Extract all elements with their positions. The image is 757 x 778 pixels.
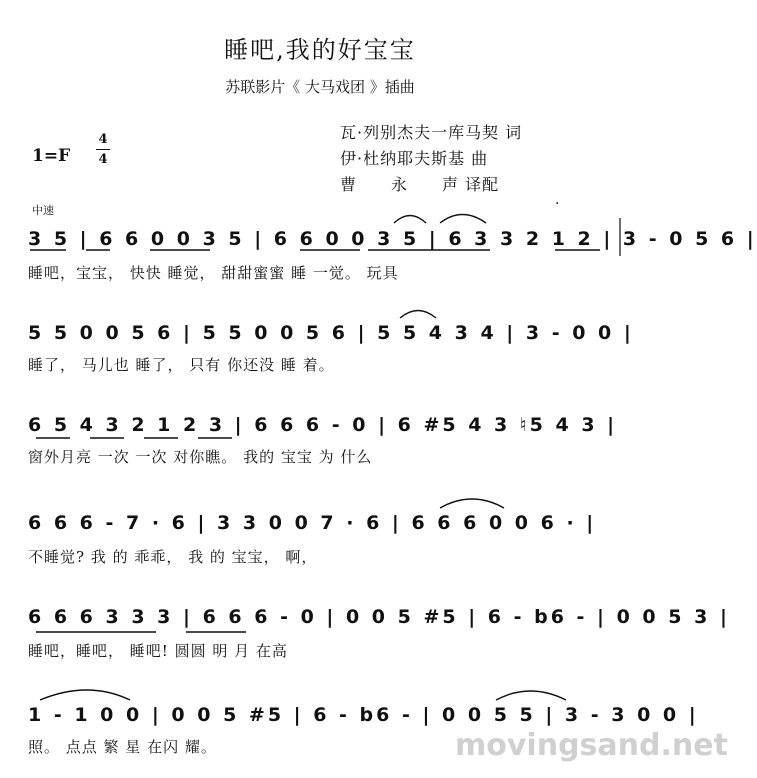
time-signature-bottom: 4 xyxy=(98,152,108,167)
credit-translator: 曹 永 声 译配 xyxy=(340,175,500,194)
lyrics-line-5: 睡吧，睡吧， 睡吧! 圆圆 明 月 在高 xyxy=(28,642,288,660)
credit-composer: 伊·杜纳耶夫斯基 曲 xyxy=(340,149,489,168)
notation-line-1: 3 5 | 6 6 0 0 3 5 | 6 6 0 0 3 5 | 6 3 3 2 1 2 | 3 - 0 5 6 | xyxy=(28,228,757,250)
lyrics-line-2: 睡了， 马儿也 睡了， 只有 你还没 睡 着。 xyxy=(28,356,335,374)
song-subtitle: 苏联影片《 大马戏团 》插曲 xyxy=(225,78,415,96)
slur-mark xyxy=(440,215,486,224)
credit-lyricist: 瓦·列别杰夫一库马契 词 xyxy=(340,123,523,142)
time-signature-top: 4 xyxy=(98,132,108,147)
lyrics-line-6: 照。 点点 繁 星 在闪 耀。 xyxy=(28,738,217,756)
lyrics-line-3: 窗外月亮 一次 一次 对你瞧。 我的 宝宝 为 什么 xyxy=(28,448,373,466)
watermark: movingsand.net xyxy=(455,728,728,763)
tempo-marking: 中速 xyxy=(32,204,54,217)
notation-line-4: 6 6 6 - 7 · 6 | 3 3 0 0 7 · 6 | 6 6 6 0 0 6 · | xyxy=(28,512,597,534)
staff-dot: · xyxy=(555,196,560,212)
slur-mark xyxy=(496,691,566,700)
notation-line-2: 5 5 0 0 5 6 | 5 5 0 0 5 6 | 5 5 4 3 4 | 3 - 0 0 | xyxy=(28,322,634,344)
notation-line-6: 1 - 1 0 0 | 0 0 5 #5 | 6 - b6 - | 0 0 5 5 | 3 - 3 0 0 | xyxy=(28,704,699,726)
slur-mark xyxy=(40,690,130,700)
slur-mark xyxy=(440,499,504,508)
slur-mark xyxy=(400,311,436,319)
lyrics-line-1: 睡吧，宝宝， 快快 睡觉， 甜甜蜜蜜 睡 一觉。 玩具 xyxy=(28,264,399,282)
song-title: 睡吧,我的好宝宝 xyxy=(224,36,416,64)
notation-line-5: 6 6 6 3 3 3 | 6 6 6 - 0 | 0 0 5 #5 | 6 - b6 - | 0 0 5 3 | xyxy=(28,606,730,628)
key-signature: 1=F xyxy=(32,146,71,166)
notation-line-3: 6 5 4 3 2 1 2 3 | 6 6 6 - 0 | 6 #5 4 3 ♮5 4 3 | xyxy=(28,414,618,436)
slur-mark xyxy=(394,216,426,224)
lyrics-line-4: 不睡觉? 我 的 乖乖， 我 的 宝宝， 啊， xyxy=(28,548,318,566)
